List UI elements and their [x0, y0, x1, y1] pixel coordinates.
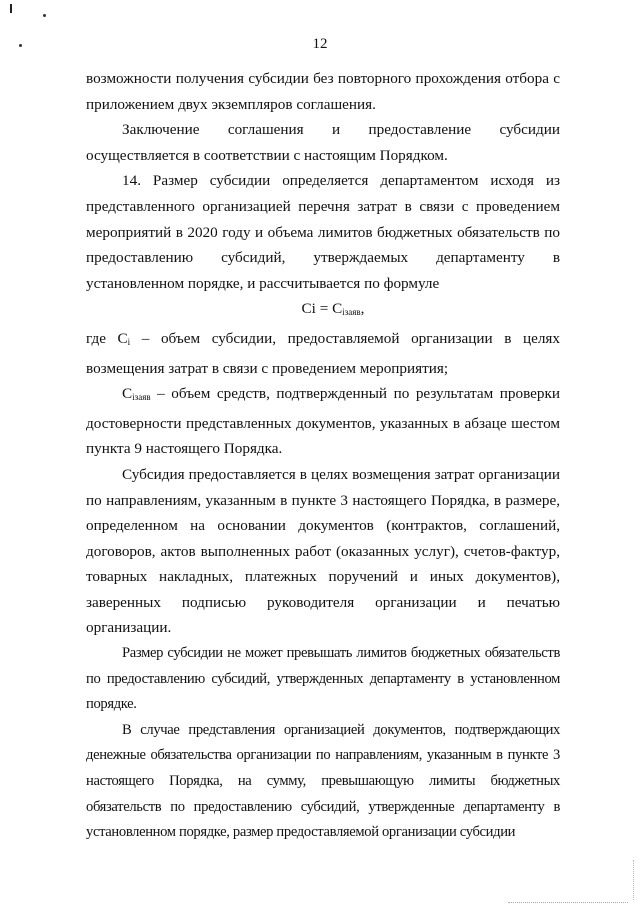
formula-eq: =	[315, 300, 333, 318]
paragraph-subsidy-limit: Размер субсидии не может превышать лимитов бюджетных обязательств по предоставлению субсидий, утвержденных департаменту в установленном порядке.	[86, 645, 560, 713]
where-prefix: где C	[86, 329, 128, 347]
paragraph-subsidy-purpose: Субсидия предоставляется в целях возмещения затрат организации по направлениям, указанным в пункте 3 настоящего Порядка, в размере, определенном на основании документов (контрактов, соглашений, договоров, актов выполненных работ (оказанных услуг), счетов-фактур, товарных накладных, платежных поручений и иных документов), заверенных подписью руководителя организации и печатью организации.	[86, 465, 560, 637]
scan-edge-line	[508, 902, 628, 903]
document-body	[86, 66, 560, 846]
paragraph-continuation: возможности получения субсидии без повторного прохождения отбора с приложением двух экземпляров соглашения.	[86, 70, 560, 113]
formula	[86, 296, 560, 326]
formula-lhs: Ci	[301, 300, 316, 318]
scan-mark	[10, 4, 12, 13]
paragraph-c-definition	[86, 381, 560, 462]
paragraph-14: 14. Размер субсидии определяется департаментом исходя из представленного организацией перечня затрат в связи с проведением мероприятий в 2020 году и объема лимитов бюджетных обязательств по предоставлению субсидий, утверждаемых департаменту в установленном порядке, и рассчитывается по формуле	[86, 172, 560, 292]
paragraph-excess-case: В случае представления организацией документов, подтверждающих денежные обязательства организации по направлениям, указанным в пункте 3 настоящего Порядка, на сумму, превышающую лимиты бюджетных обязательств по предоставлению субсидий, утвержденные департаменту в установленном порядке, размер предоставляемой организации субсидии	[86, 721, 560, 841]
paragraph-where	[86, 326, 560, 381]
scan-edge-line	[633, 860, 634, 900]
formula-rhs-subscript: iзаяв	[342, 307, 361, 318]
formula-rhs: C	[332, 300, 343, 318]
c-def-text: – объем средств, подтвержденный по результатам проверки достоверности представленных документов, указанных в абзаце шестом пункта 9 настоящего Порядка.	[86, 385, 560, 458]
scan-dot	[43, 14, 46, 17]
formula-tail: ,	[360, 300, 365, 318]
where-subscript: i	[127, 336, 131, 347]
c-def-symbol: C	[122, 385, 133, 403]
page-number: 12	[312, 36, 328, 52]
where-text: – объем субсидии, предоставляемой организации в целях возмещения затрат в связи с проведением мероприятия;	[86, 329, 560, 377]
paragraph-agreement: Заключение соглашения и предоставление субсидии осуществляется в соответствии с настоящим Порядком.	[86, 121, 560, 164]
c-def-subscript: iзаяв	[132, 392, 151, 403]
